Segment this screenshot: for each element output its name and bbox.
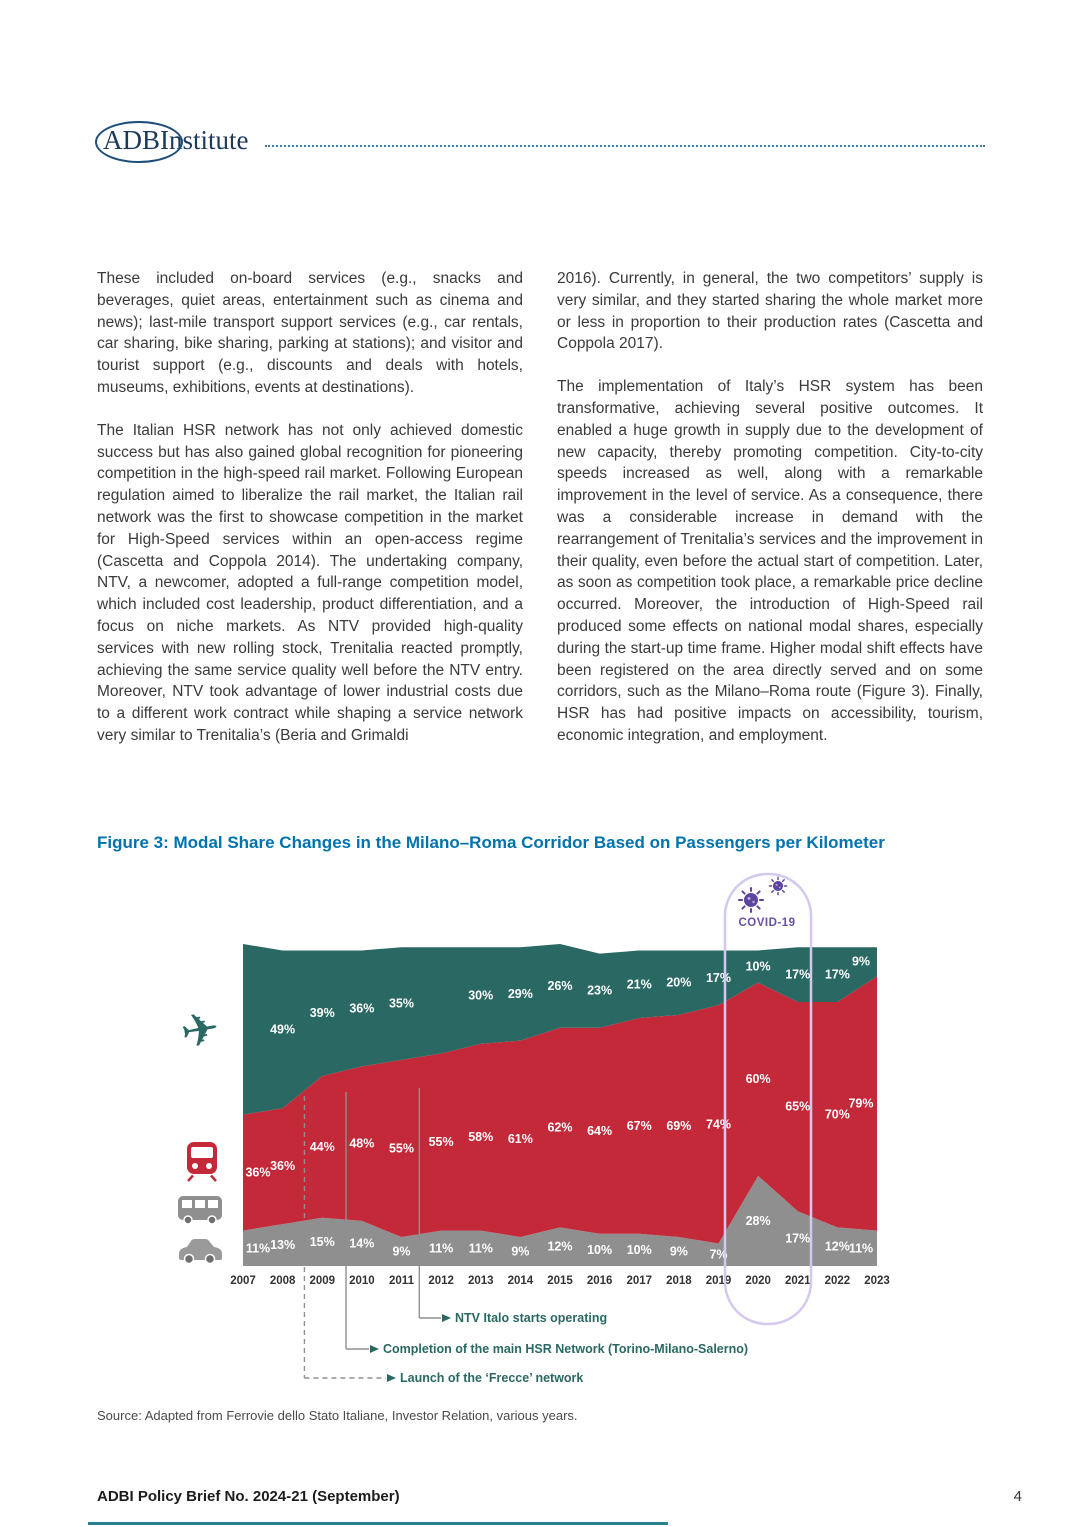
figure-source: Source: Adapted from Ferrovie dello Stato Italiane, Investor Relation, various years. bbox=[97, 1408, 578, 1423]
bus-icon bbox=[178, 1196, 222, 1224]
value-label-other-bus-and-car: 17% bbox=[785, 1231, 811, 1246]
year-tick-label: 2007 bbox=[230, 1275, 256, 1287]
virus-icon bbox=[739, 888, 763, 912]
year-tick-label: 2017 bbox=[626, 1275, 653, 1287]
value-label-rail: 70% bbox=[824, 1107, 850, 1122]
year-tick-label: 2008 bbox=[269, 1275, 296, 1287]
value-label-other-bus-and-car: 7% bbox=[709, 1247, 728, 1262]
chart-areas bbox=[243, 944, 877, 1266]
logo-text-circled: ADBI bbox=[103, 125, 169, 155]
year-tick-label: 2020 bbox=[745, 1275, 771, 1287]
year-tick-label: 2018 bbox=[666, 1275, 692, 1287]
value-label-air: 17% bbox=[705, 970, 732, 985]
year-tick-label: 2023 bbox=[864, 1275, 890, 1287]
car-icon bbox=[179, 1239, 222, 1264]
value-label-air: 30% bbox=[468, 988, 494, 1003]
page-header bbox=[95, 116, 985, 165]
annotation-label-1: Completion of the main HSR Network (Torino-Milano-Salerno) bbox=[383, 1342, 749, 1356]
year-tick-label: 2022 bbox=[824, 1275, 851, 1287]
value-label-rail: 62% bbox=[547, 1120, 573, 1135]
value-label-rail: 48% bbox=[349, 1136, 375, 1151]
covid-label: COVID-19 bbox=[738, 917, 796, 929]
year-tick-label: 2015 bbox=[547, 1275, 573, 1287]
modal-share-stacked-area-chart bbox=[95, 866, 985, 1426]
year-tick-label: 2012 bbox=[428, 1275, 454, 1287]
value-label-other-bus-and-car: 28% bbox=[745, 1213, 771, 1228]
value-label-air: 10% bbox=[745, 959, 771, 974]
page-footer bbox=[97, 1488, 1022, 1505]
value-label-rail: 44% bbox=[309, 1139, 335, 1154]
value-label-other-bus-and-car: 12% bbox=[824, 1239, 850, 1254]
value-label-other-bus-and-car: 15% bbox=[309, 1234, 335, 1249]
value-label-air: 35% bbox=[388, 996, 415, 1011]
value-label-rail: 55% bbox=[428, 1135, 454, 1150]
value-label-air: 17% bbox=[824, 967, 850, 982]
paragraph: These included on-board services (e.g., snacks and beverages, quiet areas, entertainment such as cinema and news); last-mile transport support services (e.g., car rentals, car sharing, bike sharing, parking at stations); and visitor and tourist support (e.g., discounts and deals with hotels, museums, exhibitions, events at destinations). bbox=[97, 270, 523, 396]
value-label-air: 26% bbox=[547, 978, 573, 993]
value-label-rail: 61% bbox=[507, 1131, 533, 1146]
text-column-left bbox=[97, 268, 523, 747]
value-label-other-bus-and-car: 11% bbox=[468, 1241, 493, 1256]
paragraph: 2016). Currently, in general, the two competitors’ supply is very similar, and they started sharing the whole market more or less in proportion to their production rates (Cascetta and Coppola 2017). bbox=[557, 270, 983, 353]
year-tick-label: 2019 bbox=[705, 1275, 732, 1287]
footer-publication-label: ADBI Policy Brief No. 2024-21 (September) bbox=[97, 1488, 400, 1505]
virus-icon bbox=[769, 877, 786, 894]
value-label-rail: 58% bbox=[468, 1130, 494, 1145]
value-label-other-bus-and-car: 12% bbox=[547, 1239, 573, 1254]
header-dotted-rule bbox=[265, 145, 986, 147]
value-label-other-bus-and-car: 11% bbox=[428, 1241, 454, 1256]
year-axis bbox=[230, 1275, 890, 1287]
page-number: 4 bbox=[1013, 1488, 1022, 1505]
year-tick-label: 2010 bbox=[349, 1275, 375, 1287]
figure-title: Figure 3: Modal Share Changes in the Milano–Roma Corridor Based on Passengers per Kilometer bbox=[97, 833, 885, 852]
annotation-label-0: NTV Italo starts operating bbox=[455, 1311, 608, 1325]
logo-ellipse bbox=[95, 121, 183, 163]
annotation-arrow-icon bbox=[442, 1314, 451, 1322]
value-label-other-bus-and-car: 11% bbox=[848, 1241, 874, 1256]
value-label-rail: 65% bbox=[785, 1099, 811, 1114]
value-label-rail: 36% bbox=[245, 1165, 271, 1180]
value-label-other-bus-and-car: 9% bbox=[669, 1244, 688, 1259]
value-label-air: 17% bbox=[785, 967, 811, 982]
logo-text-rest: nstitute bbox=[169, 125, 249, 155]
bottom-rule bbox=[88, 1522, 668, 1525]
adbi-logo bbox=[95, 116, 255, 165]
value-label-rail: 79% bbox=[848, 1096, 874, 1111]
value-label-other-bus-and-car: 14% bbox=[349, 1236, 375, 1251]
mode-icons bbox=[176, 1000, 223, 1263]
value-label-other-bus-and-car: 9% bbox=[392, 1244, 411, 1259]
value-label-other-bus-and-car: 11% bbox=[245, 1241, 271, 1256]
value-label-other-bus-and-car: 13% bbox=[270, 1238, 296, 1253]
paragraph: The Italian HSR network has not only achieved domestic success but has also gained global recognition for pioneering competition in the high-speed rail market. Following European regulation aimed to liberalize the rail market, the Italian rail network was the first to showcase competition in the market for High-Speed services within an open-access regime (Cascetta and Coppola 2014). The undertaking company, NTV, a newcomer, adopted a full-range competition model, which included cost leadership, product differentiation, and a focus on niche markets. As NTV provided high-quality services with new rolling stock, Trenitalia reacted promptly, achieving the same service quality well before the NTV entry. Moreover, NTV took advantage of lower industrial costs due to a different work contract while shaping a service network very similar to Trenitalia’s (Beria and Grimaldi bbox=[97, 421, 523, 744]
value-label-air: 36% bbox=[349, 1001, 375, 1016]
value-label-other-bus-and-car: 9% bbox=[511, 1244, 530, 1259]
value-label-air: 9% bbox=[851, 954, 871, 969]
value-label-air: 20% bbox=[666, 975, 692, 990]
value-label-air: 29% bbox=[507, 986, 533, 1001]
value-label-air: 39% bbox=[309, 1006, 335, 1021]
value-label-air: 49% bbox=[270, 1022, 296, 1037]
value-label-other-bus-and-car: 10% bbox=[626, 1242, 652, 1257]
body-text bbox=[97, 268, 983, 747]
value-label-rail: 55% bbox=[388, 1141, 415, 1156]
train-icon bbox=[187, 1142, 217, 1181]
paragraph: The implementation of Italy’s HSR system has been transformative, achieving several positive outcomes. It enabled a huge growth in supply due to the development of new capacity, thereby promoting competition. City-to-city speeds increased as well, along with a remarkable improvement in the level of service. As a consequence, there was a considerable increase in demand with the rearrangement of Trenitalia’s services and the improvement in their quality, even before the actual start of competition. Later, as soon as competition took place, a remarkable price decline occurred. Moreover, the introduction of High-Speed rail produced some effects on national modal shares, especially during the start-up time frame. Higher modal shift effects have been registered on the area directly served and on some corridors, such as the Milano–Roma route (Figure 3). Finally, HSR has had positive impacts on accessibility, tourism, economic integration, and employment. bbox=[557, 378, 983, 744]
value-label-rail: 69% bbox=[666, 1118, 692, 1133]
airplane-icon: ✈ bbox=[176, 1000, 224, 1060]
annotation-label-2: Launch of the ‘Frecce’ network bbox=[400, 1371, 584, 1385]
year-tick-label: 2016 bbox=[586, 1275, 613, 1287]
figure-3-chart bbox=[95, 866, 985, 1426]
year-tick-label: 2011 bbox=[389, 1275, 414, 1287]
year-tick-label: 2013 bbox=[467, 1275, 494, 1287]
value-label-rail: 64% bbox=[587, 1123, 613, 1138]
year-tick-label: 2021 bbox=[784, 1275, 811, 1287]
value-label-air: 21% bbox=[626, 977, 652, 992]
year-tick-label: 2014 bbox=[507, 1275, 534, 1287]
annotation-arrow-icon bbox=[370, 1345, 379, 1353]
value-label-rail: 67% bbox=[626, 1118, 652, 1133]
value-label-air: 23% bbox=[587, 983, 613, 998]
value-label-other-bus-and-car: 10% bbox=[587, 1242, 613, 1257]
value-label-rail: 36% bbox=[270, 1159, 296, 1174]
value-label-rail: 60% bbox=[745, 1072, 771, 1087]
value-label-rail: 74% bbox=[705, 1117, 732, 1132]
year-tick-label: 2009 bbox=[309, 1275, 336, 1287]
annotation-arrow-icon bbox=[387, 1374, 396, 1382]
text-column-right bbox=[557, 268, 983, 747]
